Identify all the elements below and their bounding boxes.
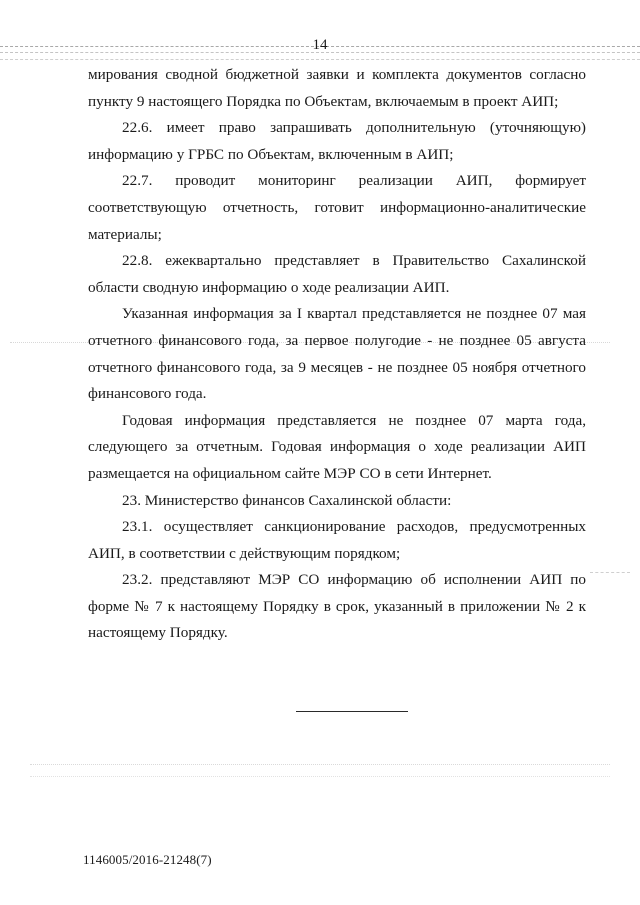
paragraph-23-1: 23.1. осуществляет санкционирование расходов, предусмотренных АИП, в соответствии с действующим порядком; (88, 518, 586, 562)
paragraph-quarterly-deadlines: Указанная информация за I квартал представляется не позднее 07 мая отчетного финансового года, за первое полугодие - не позднее 05 августа отчетного финансового года, за 9 месяцев - не позднее 05 ноября отчетного финансового года. (88, 305, 586, 403)
scan-artifact-line (30, 776, 610, 777)
page-number: 14 (312, 37, 328, 53)
paragraph-continuation: мирования сводной бюджетной заявки и комплекта документов согласно пункту 9 настоящего Порядка по Объектам, включаемым в проект АИП; (88, 66, 586, 110)
scan-artifact-line (30, 764, 610, 765)
document-code: 1146005/2016-21248(7) (83, 852, 212, 867)
end-of-document-rule (296, 711, 408, 712)
paragraph-22-7: 22.7. проводит мониторинг реализации АИП, формирует соответствующую отчетность, готовит информационно-аналитические материалы; (88, 172, 586, 243)
paragraph-23-heading: 23. Министерство финансов Сахалинской области: (122, 491, 452, 509)
paragraph-23-2: 23.2. представляют МЭР СО информацию об исполнении АИП по форме № 7 к настоящему Порядку в срок, указанный в приложении № 2 к настоящему Порядку. (88, 571, 586, 642)
scan-artifact-line (590, 572, 630, 573)
paragraph-annual-information: Годовая информация представляется не позднее 07 марта года, следующего за отчетным. Годовая информация о ходе реализации АИП размещается на официальном сайте МЭР СО в сети Интернет. (88, 411, 586, 482)
paragraph-22-8: 22.8. ежеквартально представляет в Правительство Сахалинской области сводную информацию о ходе реализации АИП. (88, 252, 586, 296)
scan-artifact-line (0, 59, 640, 60)
document-body (88, 62, 586, 647)
paragraph-22-6: 22.6. имеет право запрашивать дополнительную (уточняющую) информацию у ГРБС по Объектам, включенным в АИП; (88, 119, 586, 163)
